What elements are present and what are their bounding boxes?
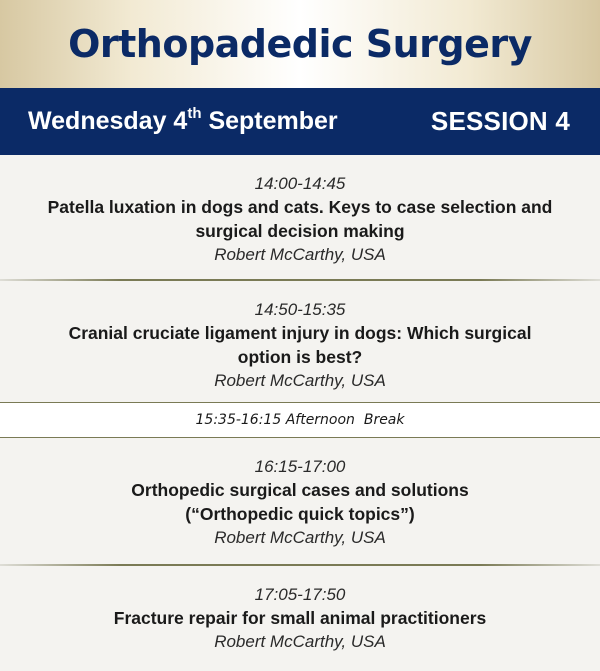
talk-title: Cranial cruciate ligament injury in dogs: Which surgical option is best?	[68, 323, 532, 367]
talk-item	[0, 155, 600, 279]
talk-speaker: Robert McCarthy, USA	[214, 632, 386, 651]
talk-item	[0, 281, 600, 402]
title-banner	[0, 0, 600, 88]
session-month: September	[201, 107, 338, 135]
talk-speaker: Robert McCarthy, USA	[214, 245, 386, 264]
talk-item	[0, 438, 600, 564]
day-ordinal-suffix: th	[187, 105, 202, 122]
talk-time: 14:50-15:35	[254, 300, 346, 319]
session-date	[28, 107, 338, 136]
talk-time: 16:15-17:00	[254, 457, 346, 476]
afternoon-break	[0, 402, 600, 438]
page-title: Orthopadedic Surgery	[68, 22, 532, 66]
talk-title: Orthopedic surgical cases and solutions (“Orthopedic quick topics”)	[131, 480, 469, 524]
talk-time: 17:05-17:50	[254, 585, 346, 604]
talk-time: 14:00-14:45	[254, 174, 346, 193]
break-text: 15:35-16:15 Afternoon Break	[195, 412, 405, 428]
session-number: SESSION 4	[430, 106, 570, 136]
talk-speaker: Robert McCarthy, USA	[214, 528, 386, 547]
talk-title: Fracture repair for small animal practitioners	[113, 608, 487, 628]
session-day: Wednesday 4	[28, 107, 188, 135]
talk-speaker: Robert McCarthy, USA	[214, 371, 386, 390]
session-header	[0, 88, 600, 155]
talk-title: Patella luxation in dogs and cats. Keys to case selection and surgical decision making	[47, 197, 553, 241]
talk-item	[0, 566, 600, 671]
